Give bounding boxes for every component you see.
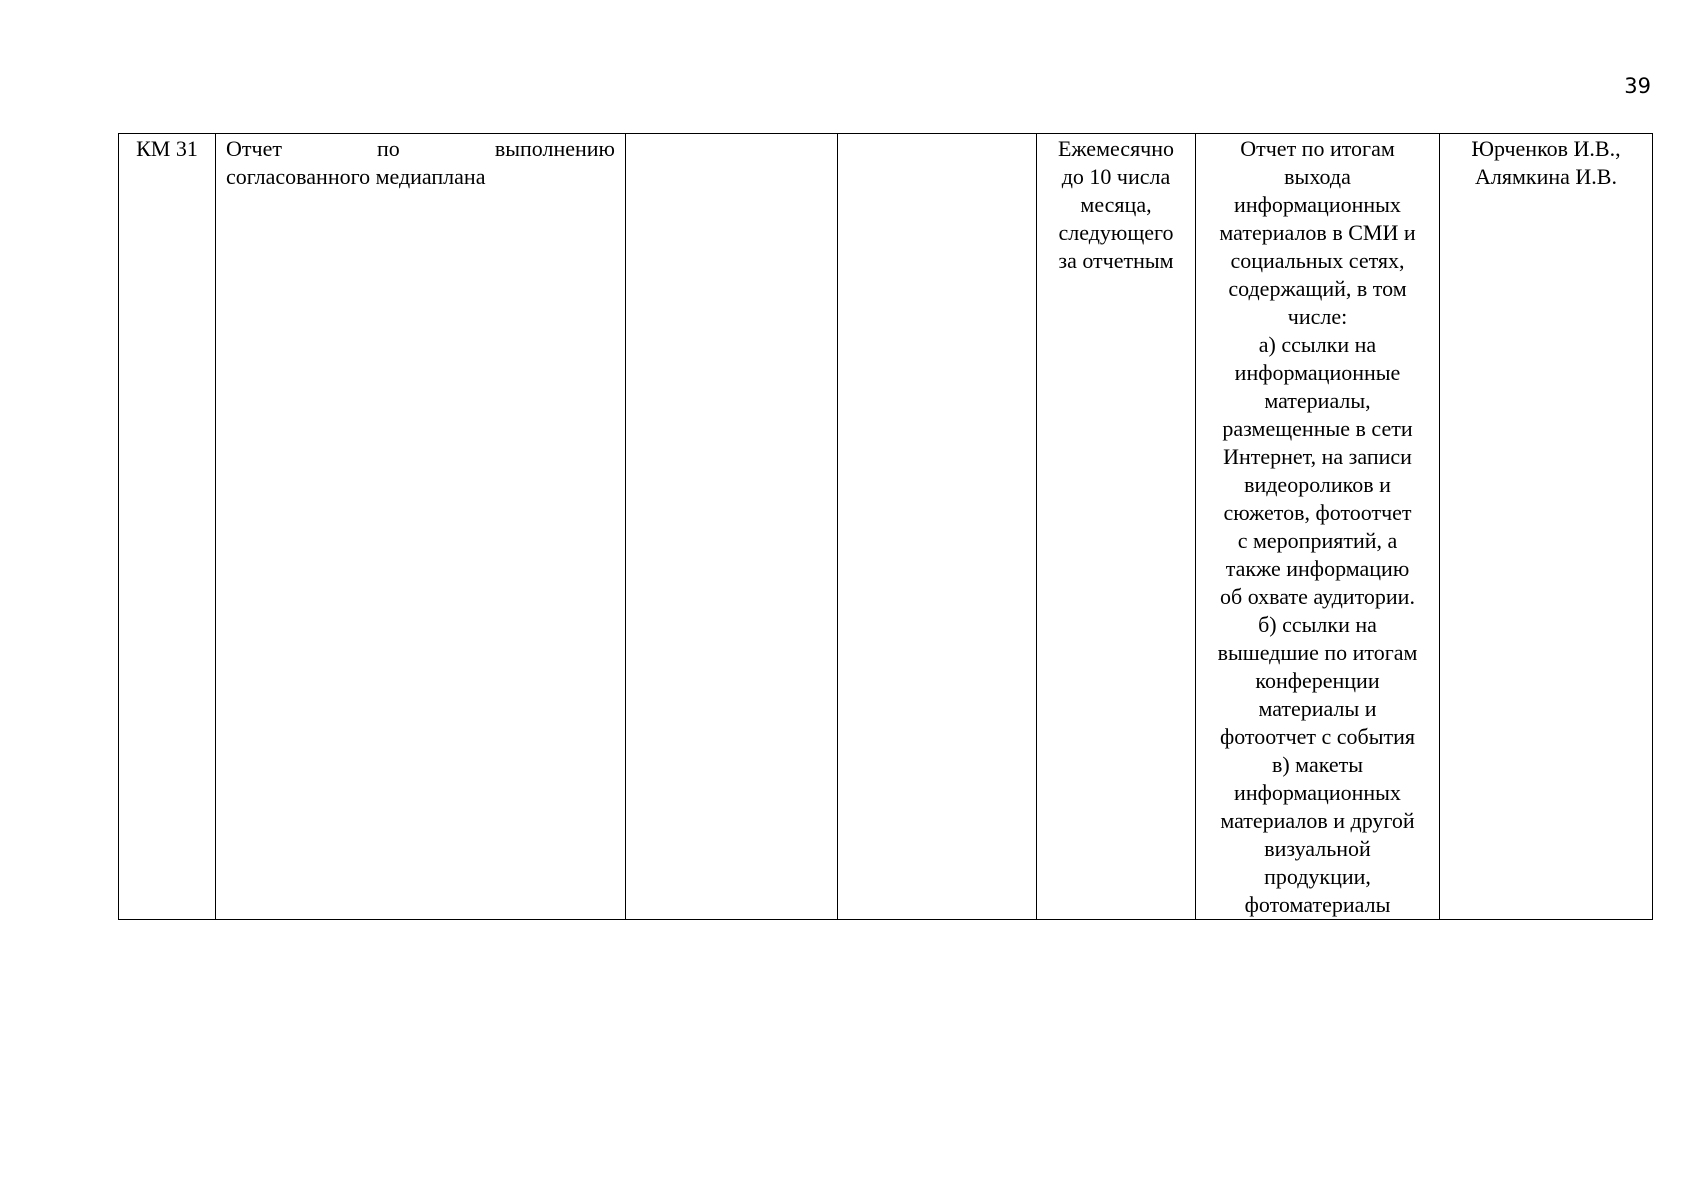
result-line: материалы и [1258, 696, 1377, 721]
result-line: об охвате аудитории. [1220, 584, 1415, 609]
result-line: выхода [1284, 164, 1351, 189]
name-word: Отчет [226, 136, 282, 161]
result-line: информационных [1234, 192, 1401, 217]
result-line: размещенные в сети [1222, 416, 1413, 441]
result-line: продукции, [1264, 864, 1371, 889]
result-line: визуальной [1264, 836, 1371, 861]
result-line: числе: [1287, 304, 1348, 329]
result-line: видеороликов и [1244, 472, 1391, 497]
deadline-line: до 10 числа [1061, 164, 1171, 189]
result-line: материалов и другой [1220, 808, 1415, 833]
cell-deadline [1037, 134, 1196, 920]
result-line: материалы, [1264, 388, 1371, 413]
result-line: конференции [1255, 668, 1380, 693]
result-line: б) ссылки на [1258, 612, 1377, 637]
result-line: материалов в СМИ и [1219, 220, 1416, 245]
document-table [118, 133, 1653, 920]
name-word: по [377, 136, 400, 161]
result-line: социальных сетях, [1230, 248, 1405, 273]
deadline-line: следующего [1058, 220, 1174, 245]
name-line-2: согласованного медиаплана [226, 164, 486, 189]
responsible-line: Алямкина И.В. [1475, 164, 1617, 189]
result-line: содержащий, в том [1228, 276, 1407, 301]
result-line: в) макеты [1271, 752, 1364, 777]
cell-code [119, 134, 216, 920]
cell-responsible [1440, 134, 1653, 920]
cell-name [216, 134, 626, 920]
result-line: а) ссылки на [1258, 332, 1377, 357]
result-line: фотоматериалы [1244, 892, 1391, 917]
table-row [119, 134, 1653, 920]
deadline-line: Ежемесячно [1057, 136, 1175, 161]
cell-empty-4 [838, 134, 1037, 920]
result-line: вышедшие по итогам [1217, 640, 1418, 665]
result-line: информационные [1234, 360, 1401, 385]
name-line-1 [226, 135, 615, 163]
name-word: выполнению [494, 136, 615, 161]
cell-empty-3 [626, 134, 838, 920]
cell-result [1196, 134, 1440, 920]
result-line: фотоотчет с события [1219, 724, 1416, 749]
result-line: с мероприятий, а [1237, 528, 1398, 553]
result-line: Отчет по итогам [1240, 136, 1395, 161]
deadline-line: месяца, [1080, 192, 1152, 217]
page-number: 39 [1624, 74, 1651, 98]
deadline-line: за отчетным [1058, 248, 1174, 273]
result-line: сюжетов, фотоотчет [1223, 500, 1412, 525]
row-code: КМ 31 [136, 136, 198, 161]
result-line: информационных [1234, 780, 1401, 805]
result-line: также информацию [1225, 556, 1410, 581]
result-line: Интернет, на записи [1223, 444, 1412, 469]
responsible-line: Юрченков И.В., [1471, 136, 1621, 161]
